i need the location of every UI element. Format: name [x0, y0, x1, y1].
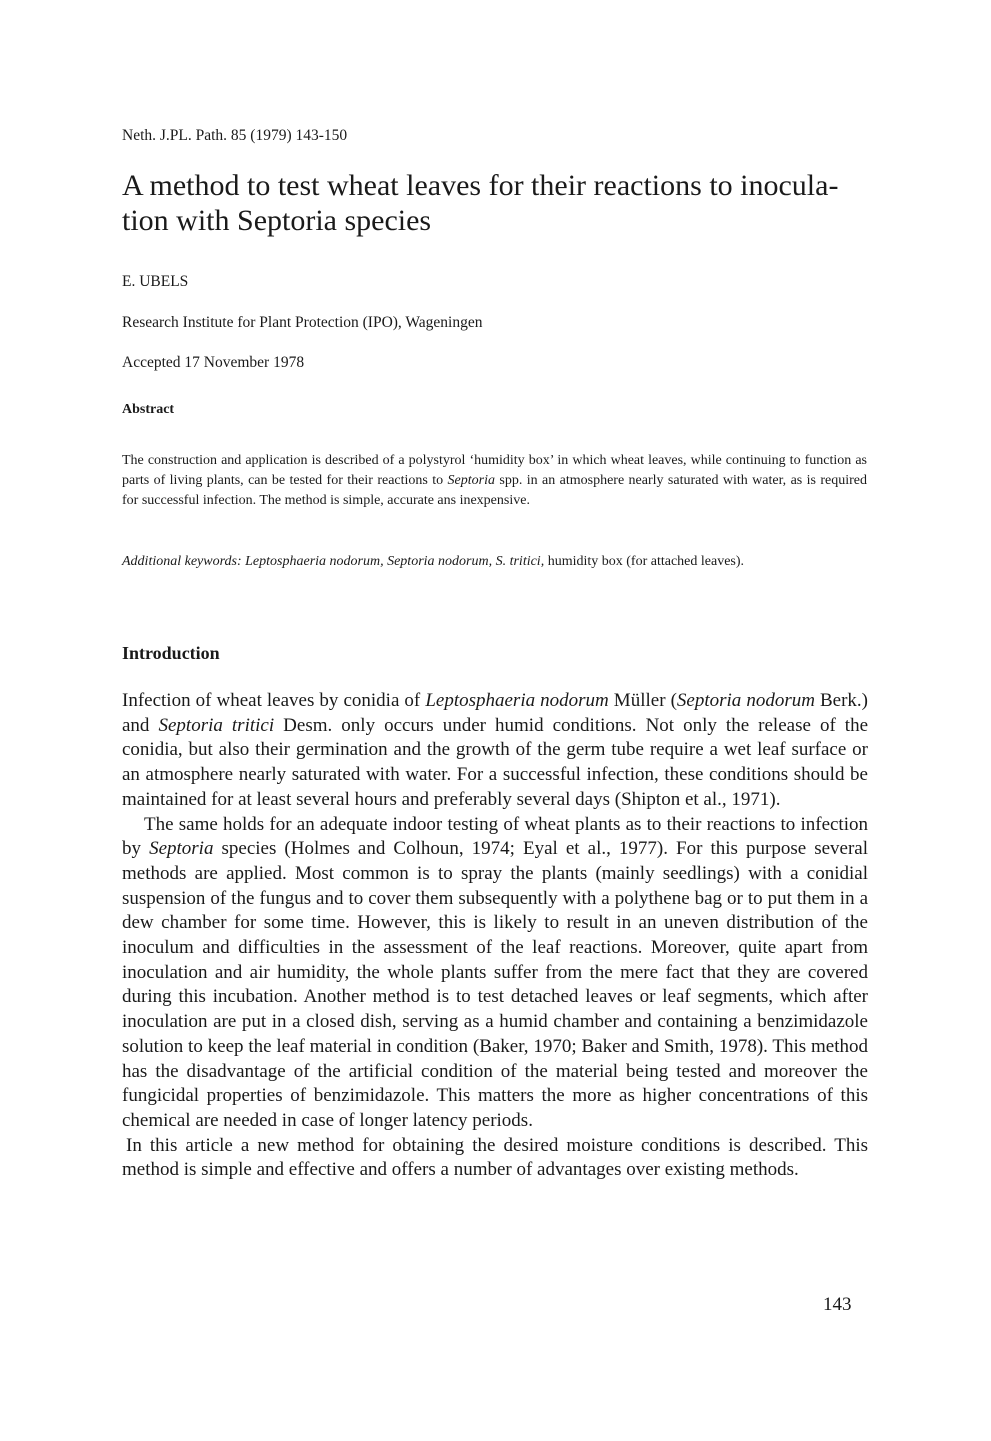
- italic-run: Septoria tritici: [158, 714, 275, 736]
- abstract-italic-1: Septoria: [447, 473, 495, 488]
- text-run: Müller (: [608, 690, 677, 711]
- affiliation: Research Institute for Plant Protection (IPO), Wageningen: [122, 314, 483, 331]
- journal-reference: Neth. J.PL. Path. 85 (1979) 143-150: [122, 127, 348, 144]
- abstract-text-1: The construction and application is described of a polystyrol ‘humidity box’ in which wheat leaves, while continuing to function as parts of living plants, can be tested for their reactions to: [122, 453, 867, 488]
- page-number: 143: [823, 1294, 852, 1315]
- keywords-terms: Leptosphaeria nodorum, Septoria nodorum, S. tritici,: [241, 554, 545, 569]
- abstract-text: [122, 451, 867, 511]
- abstract-heading: Abstract: [122, 402, 175, 417]
- paragraph-1: [122, 689, 868, 813]
- text-run: Infection of wheat leaves by conidia of: [122, 690, 426, 711]
- abstract-text-2: spp. in an atmosphere nearly saturated with water, as is required for successful infection. The method is simple, accurate ans inexpensive.: [122, 473, 868, 508]
- text-run: Berk.) and: [122, 690, 869, 736]
- text-run: species (Holmes and Colhoun, 1974; Eyal et al., 1977). For this purpose several methods are applied. Most common is to spray the plants (mainly seedlings) with a conidial suspension of the fungus and to cover them subsequently with a polythene bag or to put them in a dew chamber for some time. However, this is likely to result in an uneven distribution of the inoculum and difficulties in the assessment of the leaf reactions. Moreover, quite apart from inoculation and air humidity, the whole plants suffer from the mere fact that they are covered during this incubation. Another method is to test detached leaves or leaf segments, which after inoculation are put in a closed dish, serving as a humid chamber and containing a benzimidazole solution to keep the leaf material in condition (Baker, 1970; Baker and Smith, 1978). This method has the disadvantage of the artificial condition of the material being tested and moreover the fungicidal properties of benzimidazole. This matters the more as higher concentrations of this chemical are needed in case of longer latency periods.: [122, 838, 868, 1131]
- keywords: [122, 552, 867, 572]
- italic-run: Leptosphaeria nodorum: [425, 690, 609, 711]
- author: E. UBELS: [122, 273, 189, 290]
- paragraph-3: [122, 1134, 868, 1183]
- keywords-rest: humidity box (for attached leaves).: [544, 554, 745, 569]
- accepted-date: Accepted 17 November 1978: [122, 354, 305, 371]
- text-run: Desm. only occurs under humid conditions. Not only the release of the conidia, but also their germination and the growth of the germ tube require a wet leaf surface or an atmosphere nearly saturated with water. For a successful infection, these conditions should be maintained for at least several hours and preferably several days (Shipton et al., 1971).: [122, 714, 869, 810]
- keywords-label: Additional keywords:: [122, 554, 242, 569]
- article-title: A method to test wheat leaves for their reactions to inocula-tion with Septoria species: [122, 169, 839, 237]
- section-heading-introduction: Introduction: [122, 643, 220, 663]
- paragraph-2: [122, 813, 868, 1134]
- italic-run: Septoria: [149, 838, 214, 860]
- text-run: The same holds for an adequate indoor testing of wheat plants as to their reactions to infection by: [122, 813, 868, 860]
- introduction-body: [122, 689, 868, 1183]
- italic-run: Septoria nodorum: [676, 690, 815, 711]
- text-run: In this article a new method for obtaining the desired moisture conditions is described. This method is simple and effective and offers a number of advantages over existing methods.: [122, 1134, 868, 1181]
